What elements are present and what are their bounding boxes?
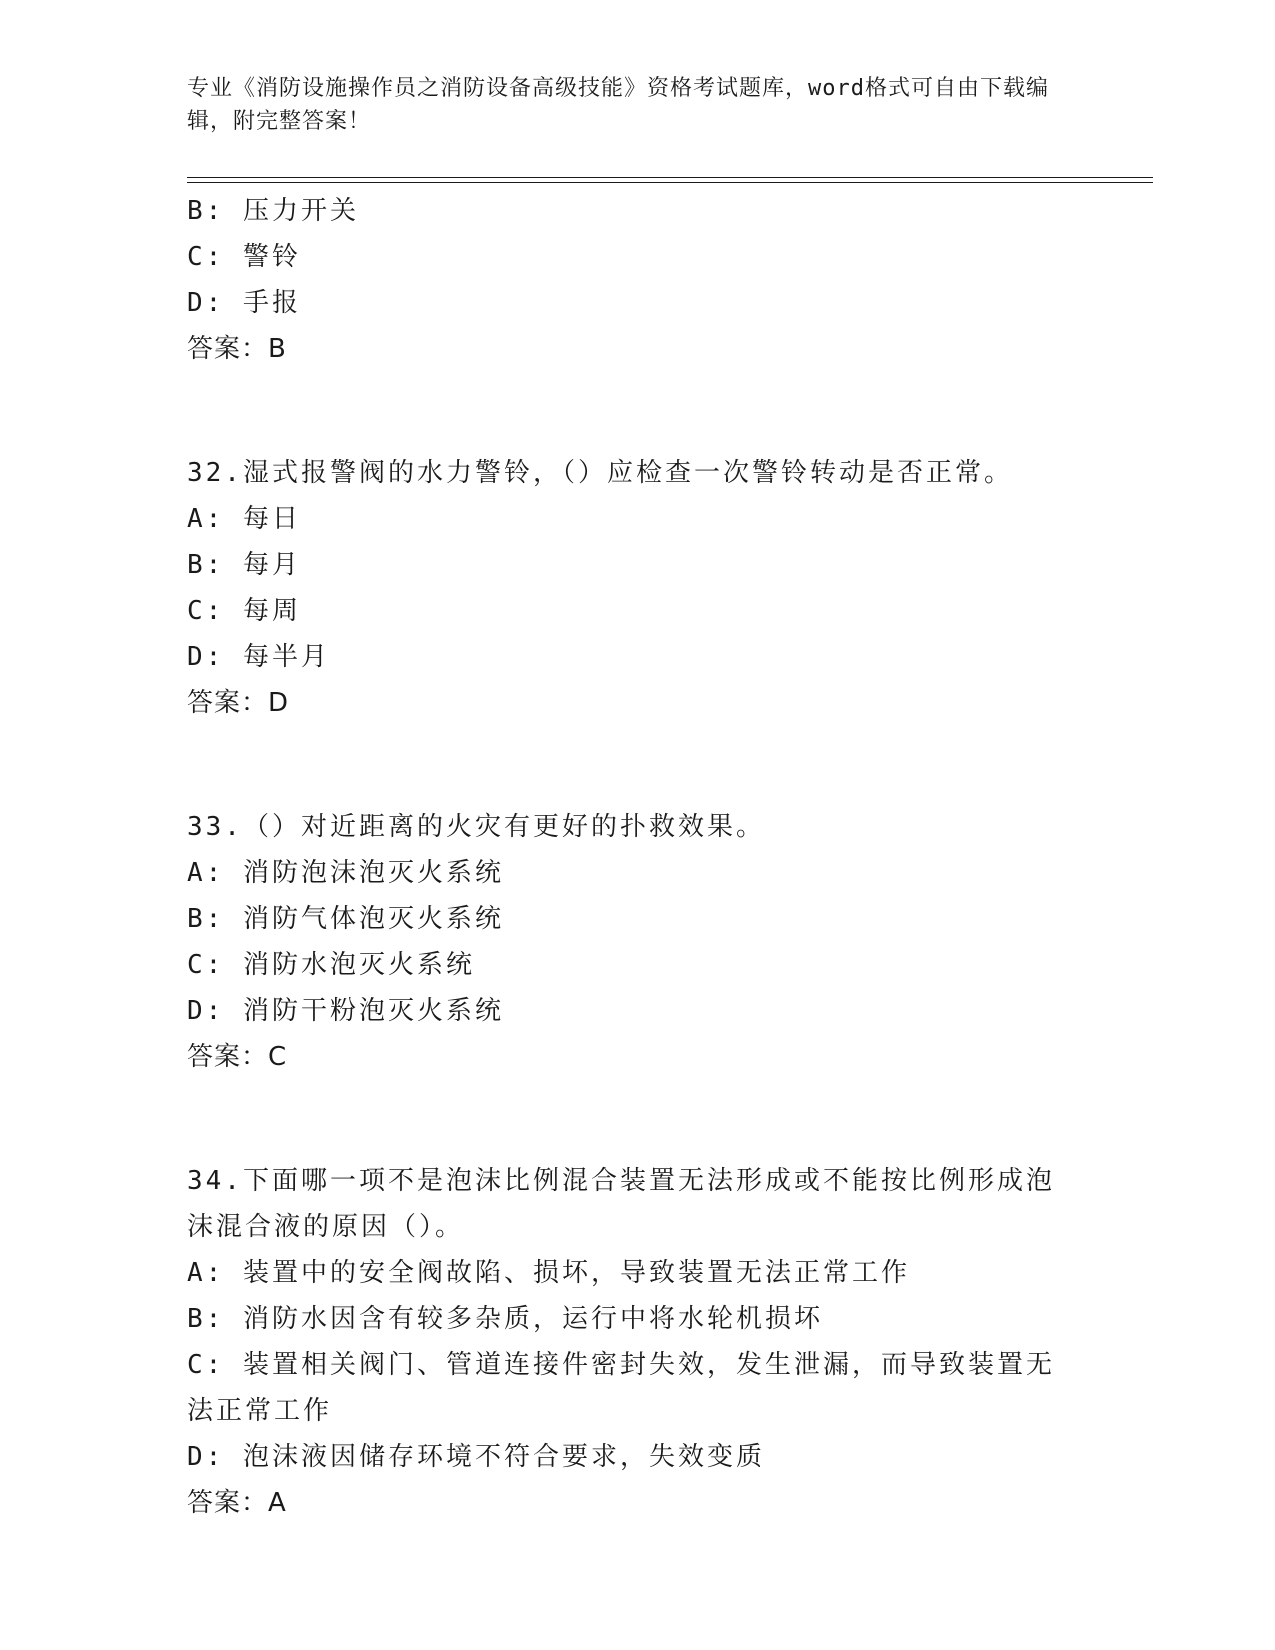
option: D: 手报 <box>187 288 301 318</box>
answer: 答案：C <box>187 1042 288 1072</box>
option: A: 消防泡沫泡灭火系统 <box>187 858 504 888</box>
question-block <box>187 1158 1087 1526</box>
question-list <box>187 188 1087 1526</box>
option: B: 每月 <box>187 550 301 580</box>
spacer <box>187 1080 1087 1158</box>
question-block <box>187 804 1087 1080</box>
question-block <box>187 188 1087 372</box>
option: C: 每周 <box>187 596 301 626</box>
document-header: 专业《消防设施操作员之消防设备高级技能》资格考试题库，word格式可自由下载编辑，附完整答案！ <box>187 76 1049 134</box>
option: C: 消防水泡灭火系统 <box>187 950 475 980</box>
header-rule-bottom <box>187 182 1153 183</box>
header-rule-top <box>187 177 1153 178</box>
option: D: 每半月 <box>187 642 330 672</box>
question-text: 33.（）对近距离的火灾有更好的扑救效果。 <box>187 812 765 842</box>
option: C: 装置相关阀门、管道连接件密封失效，发生泄漏，而导致装置无法正常工作 <box>187 1350 1055 1426</box>
option: A: 装置中的安全阀故陷、损坏，导致装置无法正常工作 <box>187 1258 910 1288</box>
answer: 答案：D <box>187 688 290 718</box>
option: C: 警铃 <box>187 242 301 272</box>
question-block <box>187 450 1087 726</box>
option: B: 消防气体泡灭火系统 <box>187 904 504 934</box>
option: D: 消防干粉泡灭火系统 <box>187 996 504 1026</box>
answer: 答案：A <box>187 1488 287 1518</box>
question-text: 32.湿式报警阀的水力警铃，（）应检查一次警铃转动是否正常。 <box>187 458 1013 488</box>
question-text: 34.下面哪一项不是泡沫比例混合装置无法形成或不能按比例形成泡沫混合液的原因（）。 <box>187 1166 1055 1242</box>
option: D: 泡沫液因储存环境不符合要求，失效变质 <box>187 1442 765 1472</box>
spacer <box>187 372 1087 450</box>
option: B: 压力开关 <box>187 196 359 226</box>
option: A: 每日 <box>187 504 301 534</box>
option: B: 消防水因含有较多杂质，运行中将水轮机损坏 <box>187 1304 823 1334</box>
spacer <box>187 726 1087 804</box>
answer: 答案：B <box>187 334 287 364</box>
